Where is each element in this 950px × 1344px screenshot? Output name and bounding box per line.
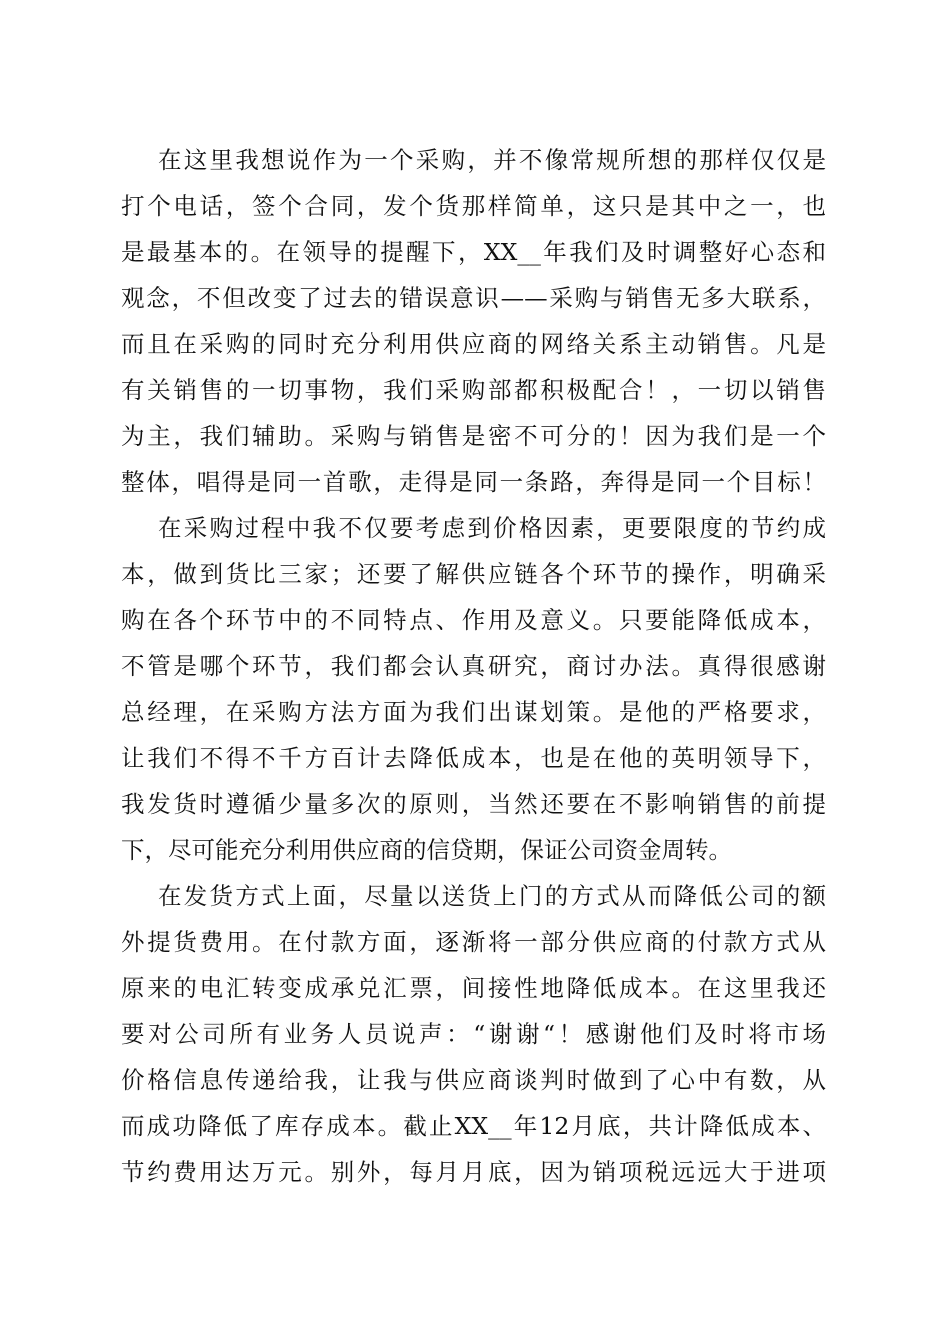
paragraph-3-line-2: 外提货费用。在付款方面，逐渐将一部分供应商的付款方式从 [121,928,826,956]
paragraph-2-line-8: 下，尽可能充分利用供应商的信贷期，保证公司资金周转。 [121,836,732,864]
paragraph-3-line-1: 在发货方式上面，尽量以送货上门的方式从而降低公司的额 [158,882,826,910]
paragraph-2-line-6: 让我们不得不千方百计去降低成本，也是在他的英明领导下， [121,744,826,772]
paragraph-3-line-6: 而成功降低了库存成本。截止XX__年12月底，共计降低成本、 [121,1112,826,1140]
paragraph-1-line-3: 是最基本的。在领导的提醒下，XX__年我们及时调整好心态和 [121,238,826,266]
paragraph-1-line-7: 为主，我们辅助。采购与销售是密不可分的！因为我们是一个 [121,422,826,450]
paragraph-1-line-8: 整体，唱得是同一首歌，走得是同一条路，奔得是同一个目标！ [121,468,826,496]
paragraph-3-line-7: 节约费用达万元。别外，每月月底，因为销项税远远大于进项 [121,1158,826,1186]
paragraph-2-line-1: 在采购过程中我不仅要考虑到价格因素，更要限度的节约成 [158,514,826,542]
paragraph-3-line-5: 价格信息传递给我，让我与供应商谈判时做到了心中有数，从 [121,1066,826,1094]
paragraph-1-line-2: 打个电话，签个合同，发个货那样简单，这只是其中之一，也 [121,192,826,220]
paragraph-1-line-1: 在这里我想说作为一个采购，并不像常规所想的那样仅仅是 [158,146,826,174]
paragraph-3-line-4: 要对公司所有业务人员说声：“谢谢“！感谢他们及时将市场 [121,1020,826,1048]
paragraph-3-line-3: 原来的电汇转变成承兑汇票，间接性地降低成本。在这里我还 [121,974,826,1002]
paragraph-2-line-2: 本，做到货比三家；还要了解供应链各个环节的操作，明确采 [121,560,826,588]
paragraph-1-line-4: 观念，不但改变了过去的错误意识——采购与销售无多大联系， [121,284,826,312]
paragraph-2-line-7: 我发货时遵循少量多次的原则，当然还要在不影响销售的前提 [121,790,826,818]
paragraph-2-line-5: 总经理，在采购方法方面为我们出谋划策。是他的严格要求， [121,698,826,726]
paragraph-1-line-6: 有关销售的一切事物，我们采购部都积极配合！，一切以销售 [121,376,826,404]
paragraph-2-line-4: 不管是哪个环节，我们都会认真研究，商讨办法。真得很感谢 [121,652,826,680]
paragraph-1-line-5: 而且在采购的同时充分利用供应商的网络关系主动销售。凡是 [121,330,826,358]
paragraph-2-line-3: 购在各个环节中的不同特点、作用及意义。只要能降低成本， [121,606,826,634]
